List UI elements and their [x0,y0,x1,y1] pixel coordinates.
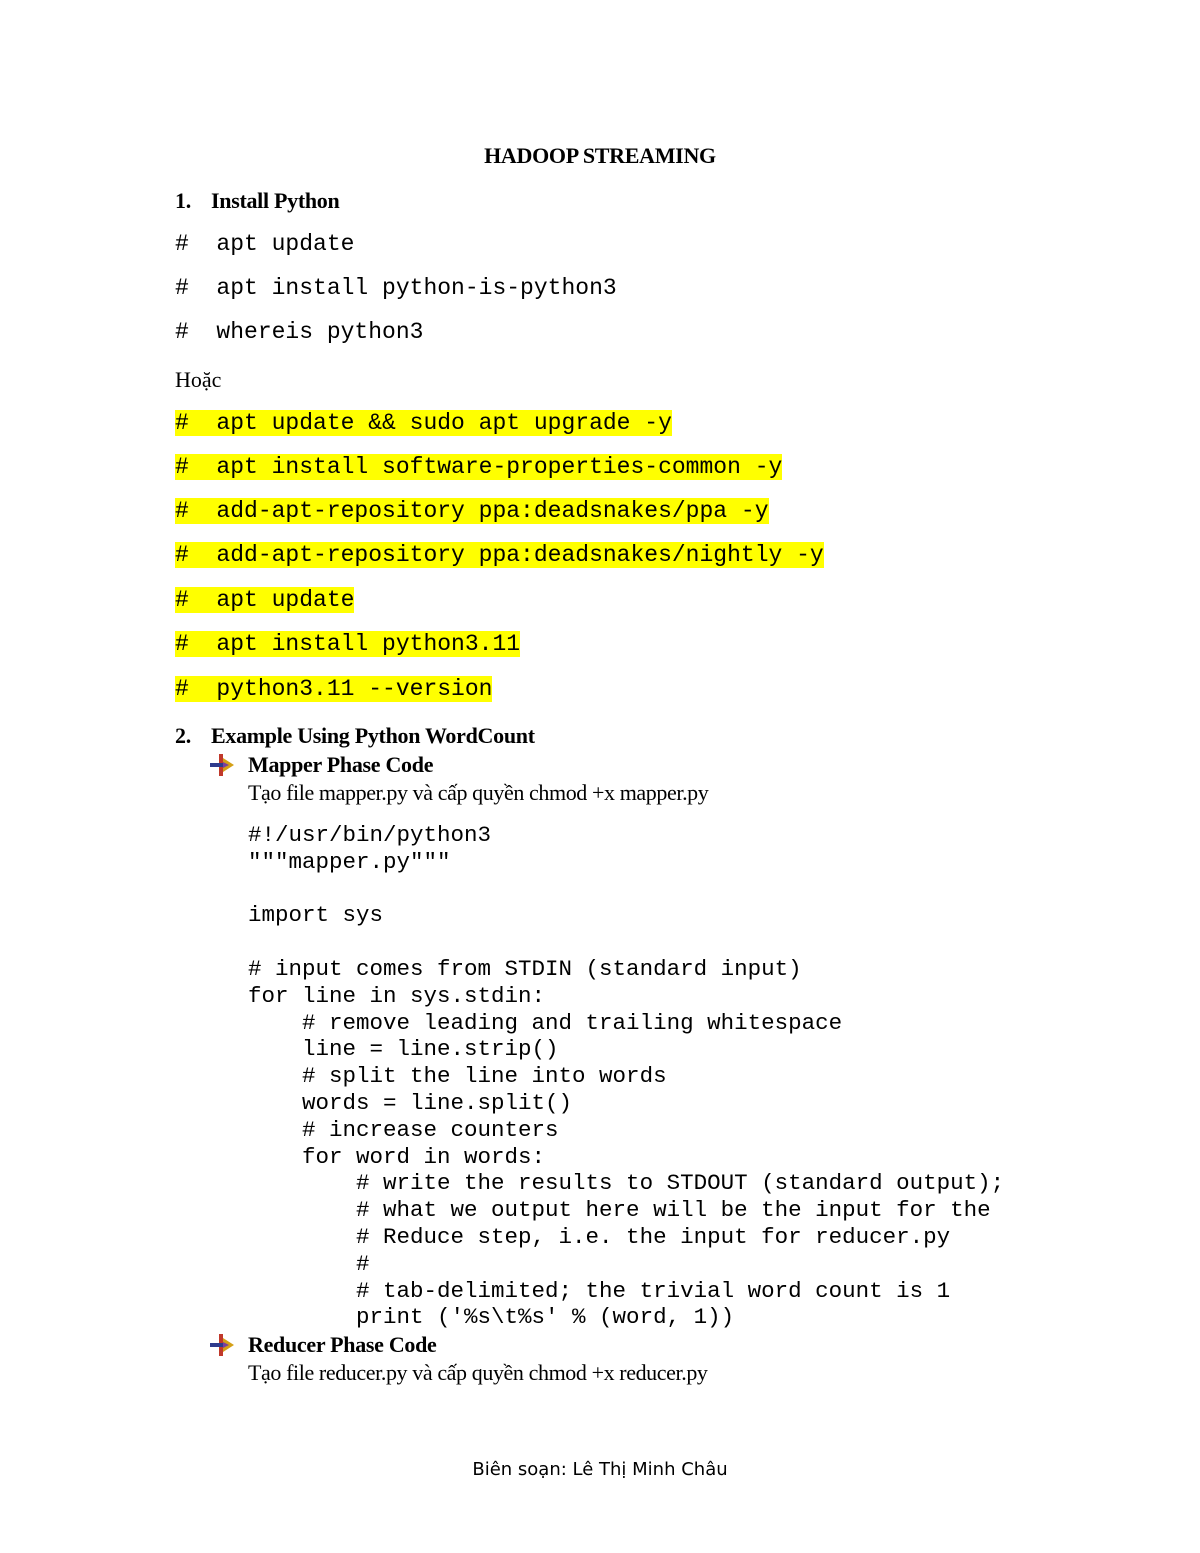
arrow-bullet-icon [210,754,234,776]
mapper-title: Mapper Phase Code [248,752,434,777]
section-2-heading [175,723,535,749]
mapper-description: Tạo file mapper.py và cấp quyền chmod +x mapper.py [248,780,709,805]
section-1-number: 1. [175,188,191,213]
highlighted-command: # apt install software-properties-common -y [175,454,783,480]
mapper-code-block: #!/usr/bin/python3 """mapper.py""" import sys # input comes from STDIN (standard input) for line in sys.stdin: # remove leading and trailing whitespace line = line.strip() # split the line into words words = line.split() # increase counters for word in words: # write the results to STDOUT (standard output); # what we output here will be the input for the # Reduce step, i.e. the input for reducer.py # # tab-delimited; the trivial word count is 1 print ('%s\t%s' % (word, 1)) [248,822,1005,1331]
footer-author: Biên soạn: Lê Thị Minh Châu [472,1459,728,1480]
highlighted-command: # add-apt-repository ppa:deadsnakes/ppa -y [175,498,769,524]
command-line: # apt update [175,231,355,257]
reducer-title: Reducer Phase Code [248,1332,437,1357]
alt-label: Hoặc [175,367,222,392]
reducer-description: Tạo file reducer.py và cấp quyền chmod +x reducer.py [248,1360,708,1385]
section-1-title: Install Python [211,188,340,213]
highlighted-command: # add-apt-repository ppa:deadsnakes/nightly -y [175,542,824,568]
highlighted-command: # apt update [175,587,355,613]
arrow-bullet-icon [210,1334,234,1356]
highlighted-command: # python3.11 --version [175,676,493,702]
highlighted-command: # apt update && sudo apt upgrade -y [175,410,672,436]
command-line: # apt install python-is-python3 [175,275,617,301]
command-line: # whereis python3 [175,319,424,345]
highlighted-command: # apt install python3.11 [175,631,521,657]
page-title: HADOOP STREAMING [484,143,716,168]
section-2-number: 2. [175,723,191,748]
section-2-title: Example Using Python WordCount [211,723,535,748]
section-1-heading [175,188,339,214]
